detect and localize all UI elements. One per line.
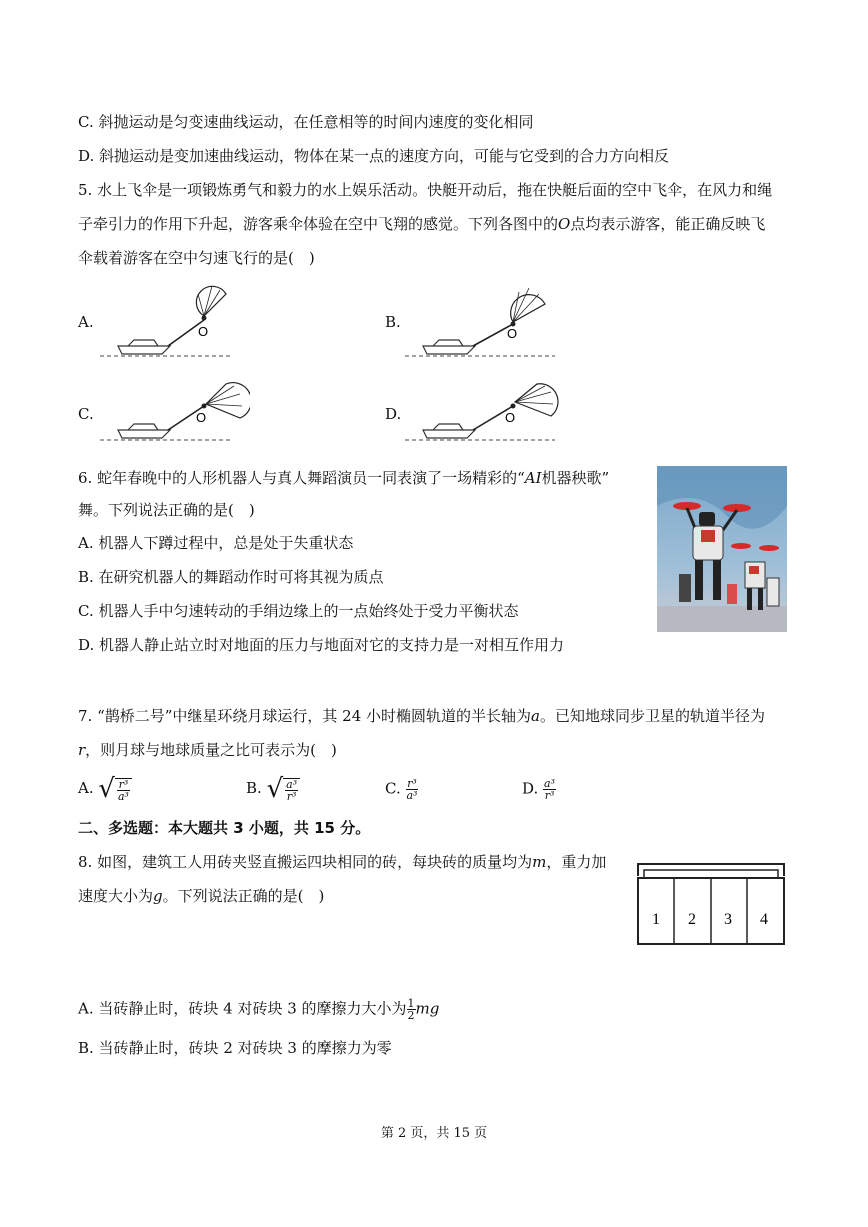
- q6-option-c: C. 机器人手中匀速转动的手绢边缘上的一点始终处于受力平衡状态: [78, 602, 519, 620]
- q7-b-num: a³: [286, 778, 298, 791]
- q6-stem-text: 6. 蛇年春晚中的人形机器人与真人舞蹈演员一同表演了一场精彩的“: [78, 469, 525, 487]
- q7-option-d: [522, 778, 556, 801]
- q7-stem-line2: [78, 740, 337, 760]
- q5-stem-line1: 5. 水上飞伞是一项锻炼勇气和毅力的水上娱乐活动。快艇开动后，拖在快艇后面的空中飞伞，在风力和绳: [78, 181, 773, 199]
- q6-stem-line2: 舞。下列说法正确的是( ): [78, 501, 255, 519]
- q8-stem-line2: [78, 886, 324, 906]
- q7-stem-b: 。已知地球同步卫星的轨道半径为: [540, 707, 766, 725]
- q5-option-a-label: A.: [78, 313, 94, 331]
- q7-d-den: r³: [544, 789, 555, 802]
- parachute-icon: [196, 286, 226, 321]
- q6-stem-tail: 机器秧歌”: [541, 469, 610, 487]
- q8-a-mg: mg: [415, 999, 440, 1018]
- q4-option-c: C. 斜抛运动是匀变速曲线运动，在任意相等的时间内速度的变化相同: [78, 113, 534, 131]
- parachute-icon: [511, 288, 546, 327]
- parachute-icon: [202, 383, 251, 418]
- brick-clamp-figure: [634, 856, 794, 948]
- q5-option-c-label: C.: [78, 405, 94, 423]
- q7-option-c-label: C.: [385, 779, 401, 798]
- robot-dance-photo: [657, 466, 787, 632]
- q8-stem-d: 。下列说法正确的是( ): [162, 887, 325, 905]
- q6-stem-line1: [78, 468, 609, 488]
- q8-stem-b: ，重力加: [546, 853, 607, 871]
- q5-c-point-label: O: [196, 410, 207, 425]
- q7-a-den: a³: [117, 790, 129, 803]
- q7-c-num: r³: [407, 777, 417, 790]
- q6-option-b: B. 在研究机器人的舞蹈动作时可将其视为质点: [78, 568, 384, 586]
- q5-figure-d: [405, 378, 560, 448]
- q7-var-a: a: [531, 707, 540, 725]
- q5-b-point-label: O: [507, 326, 518, 341]
- boat-icon: [423, 424, 475, 438]
- q7-stem-c: ，则月球与地球质量之比可表示为( ): [85, 741, 337, 759]
- q5-figure-a: [100, 280, 230, 360]
- q8-var-g: g: [153, 887, 163, 905]
- q5-a-point-label: O: [198, 324, 209, 339]
- page-footer: 第 2 页，共 15 页: [380, 1126, 488, 1141]
- q8-a-num: 1: [407, 997, 415, 1010]
- section-2-title: 二、多选题：本大题共 3 小题，共 15 分。: [78, 819, 371, 837]
- q8-option-a: [78, 998, 439, 1021]
- q5-stem-tail: 点均表示游客，能正确反映飞: [570, 215, 766, 233]
- q7-var-r: r: [78, 741, 86, 759]
- q8-var-m: m: [532, 853, 547, 871]
- q5-figure-b: [405, 282, 555, 362]
- boat-icon: [423, 340, 475, 354]
- brick-label-2: 2: [688, 911, 696, 928]
- q5-var-o: O: [558, 215, 571, 233]
- q4-option-d: D. 斜抛运动是变加速曲线运动，物体在某一点的速度方向，可能与它受到的合力方向相反: [78, 147, 670, 165]
- q7-option-b: [246, 776, 300, 802]
- q7-option-d-label: D.: [522, 779, 539, 798]
- q5-option-b-label: B.: [385, 313, 401, 331]
- q5-stem-line2: [78, 214, 765, 234]
- q5-option-d-label: D.: [385, 405, 402, 423]
- q7-c-den: a³: [406, 789, 418, 802]
- q5-stem-line3: 伞载着游客在空中匀速飞行的是( ): [78, 249, 315, 267]
- q5-d-point-label: O: [505, 410, 516, 425]
- q7-d-num: a³: [544, 777, 556, 790]
- q7-a-num: r³: [118, 778, 129, 791]
- q5-figure-c: [100, 378, 250, 448]
- q7-stem-a: 7. “鹊桥二号”中继星环绕月球运行，其 24 小时椭圆轨道的半长轴为: [78, 707, 532, 725]
- sqrt-symbol: √ $\frac{\text{a³}}{\text{r³}}$: [267, 776, 301, 802]
- q8-option-b: B. 当砖静止时，砖块 2 对砖块 3 的摩擦力为零: [78, 1039, 392, 1057]
- q8-stem-c: 速度大小为: [78, 887, 154, 905]
- brick-label-4: 4: [760, 911, 768, 928]
- q7-option-a-label: A.: [78, 779, 94, 797]
- boat-icon: [118, 424, 170, 438]
- parachute-icon: [511, 384, 559, 416]
- q7-option-b-label: B.: [246, 779, 262, 797]
- q5-stem-text: 子牵引力的作用下升起，游客乘伞体验在空中飞翔的感觉。下列各图中的: [78, 215, 559, 233]
- q7-b-den: r³: [286, 790, 297, 803]
- q7-option-c: [385, 778, 418, 801]
- brick-label-1: 1: [652, 911, 660, 928]
- q7-option-a: [78, 776, 132, 802]
- sqrt-symbol: √ $\frac{\text{r³}}{\text{a³}}$: [98, 776, 132, 802]
- q7-stem-line1: [78, 706, 765, 726]
- q6-var-ai: AI: [524, 469, 542, 487]
- brick-label-3: 3: [724, 911, 732, 928]
- boat-icon: [118, 340, 170, 354]
- q8-stem-a: 8. 如图，建筑工人用砖夹竖直搬运四块相同的砖，每块砖的质量均为: [78, 853, 533, 871]
- q6-option-d: D. 机器人静止站立时对地面的压力与地面对它的支持力是一对相互作用力: [78, 636, 565, 654]
- q8-stem-line1: [78, 852, 606, 872]
- q6-option-a: A. 机器人下蹲过程中，总是处于失重状态: [78, 534, 354, 552]
- q8-option-a-text: A. 当砖静止时，砖块 4 对砖块 3 的摩擦力大小为: [78, 999, 407, 1018]
- q8-a-den: 2: [407, 1009, 415, 1022]
